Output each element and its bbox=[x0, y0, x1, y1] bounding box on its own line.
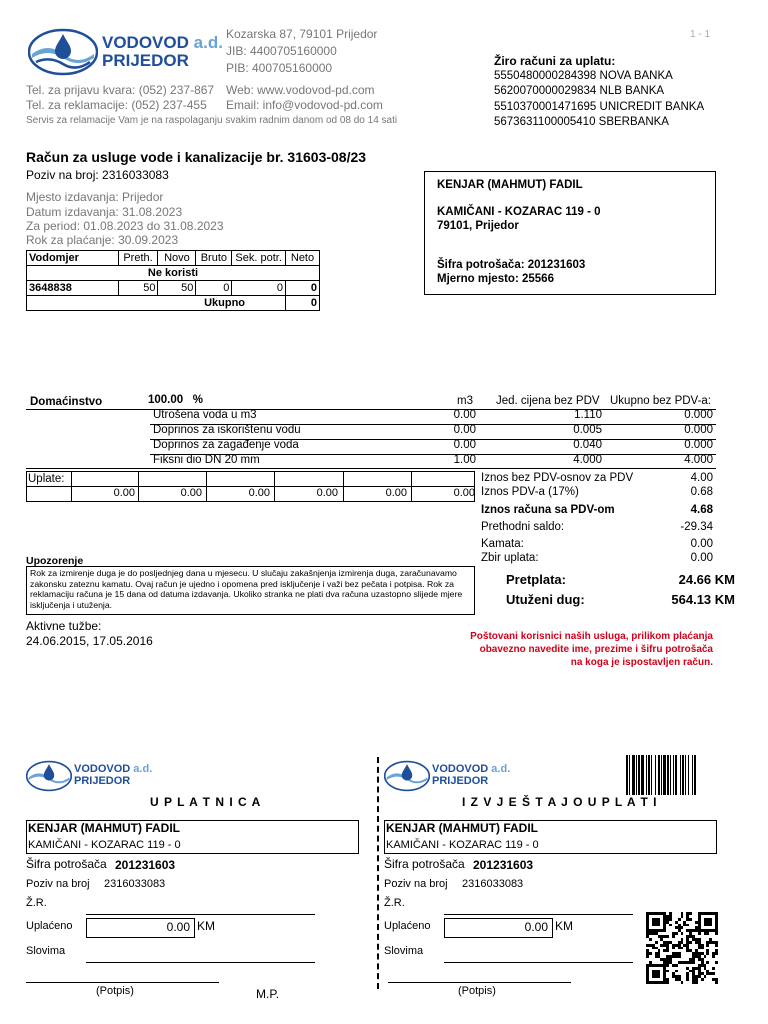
slip-right-address: KAMIČANI - KOZARAC 119 - 0 bbox=[386, 839, 539, 851]
uplate-value: 0.00 bbox=[385, 487, 407, 499]
water-drop-logo-icon bbox=[26, 760, 72, 792]
tuzbe-dates: 24.06.2015, 17.05.2016 bbox=[26, 634, 153, 648]
slip-left-slovima-line bbox=[86, 962, 315, 963]
bank-account-item: 5673631100005410 SBERBANKA bbox=[494, 116, 669, 128]
servis-note: Servis za relamacije Vam je na raspolaganju svakim radnim danom od 08 do 14 sati bbox=[26, 115, 398, 126]
consumption-item-total: 0.000 bbox=[684, 409, 713, 421]
meter-status-row bbox=[27, 266, 320, 281]
consumption-item-total: 0.000 bbox=[684, 424, 713, 436]
bank-account-item: 5620070000029834 NLB BANKA bbox=[494, 85, 665, 97]
company-pib: PIB: 400705160000 bbox=[226, 61, 333, 75]
customer-address1: KAMIČANI - KOZARAC 119 - 0 bbox=[437, 206, 601, 218]
uplate-value: 0.00 bbox=[180, 487, 202, 499]
slip-left-zr-line bbox=[86, 914, 315, 915]
slip-left-amount: 0.00 bbox=[166, 920, 190, 934]
customer-address2: 79101, Prijedor bbox=[437, 220, 519, 232]
slip-right-sifra-label: Šifra potrošača bbox=[384, 857, 465, 871]
logo-line1: VODOVOD bbox=[432, 763, 489, 776]
qr-module bbox=[715, 981, 718, 984]
consumption-item-m3: 0.00 bbox=[453, 409, 476, 421]
customer-name: KENJAR (MAHMUT) FADIL bbox=[437, 179, 583, 191]
meter-cell: 0 bbox=[196, 281, 232, 296]
tel-reklamacije: Tel. za reklamacije: (052) 237-455 bbox=[26, 98, 207, 112]
meter-total-label: Ukupno bbox=[27, 296, 286, 311]
consumption-type: Domaćinstvo bbox=[30, 396, 103, 408]
slip-left-slovima-label: Slovima bbox=[26, 945, 66, 957]
meter-cell: 50 bbox=[158, 281, 196, 296]
slip-right-slovima-line bbox=[444, 962, 633, 963]
slip-right-slovima-label: Slovima bbox=[384, 945, 424, 957]
page-number: 1 - 1 bbox=[690, 29, 711, 40]
meter-cell: 50 bbox=[118, 281, 158, 296]
meter-header-row bbox=[27, 251, 320, 266]
osnov-value: 4.00 bbox=[690, 472, 713, 484]
consumption-item-total: 0.000 bbox=[684, 439, 713, 451]
consumption-item-price: 4.000 bbox=[573, 454, 602, 466]
consumption-item-price: 0.040 bbox=[573, 439, 602, 451]
pretplata-label: Pretplata: bbox=[506, 572, 566, 587]
slip-right-zr-label: Ž.R. bbox=[384, 897, 405, 909]
qr-code-icon bbox=[646, 912, 718, 984]
web-link[interactable]: Web: www.vodovod-pd.com bbox=[226, 83, 375, 97]
slip-right-poziv: 2316033083 bbox=[462, 878, 524, 890]
pdv-value: 0.68 bbox=[690, 486, 713, 498]
barcode-bar bbox=[694, 755, 696, 795]
bank-account-item: 5510370001471695 UNICREDIT BANKA bbox=[494, 101, 705, 113]
consumption-item-m3: 1.00 bbox=[453, 454, 476, 466]
meter-table bbox=[26, 250, 320, 311]
utuzeni-currency: KM bbox=[714, 592, 735, 607]
consumption-item-name: Fiksni dio DN 20 mm bbox=[153, 454, 260, 466]
invoice-rok bbox=[26, 233, 178, 247]
meter-total-row bbox=[27, 296, 320, 311]
utuzeni-amount: 564.13 bbox=[671, 592, 712, 607]
meter-total: 0 bbox=[286, 296, 320, 311]
meter-header-cell: Neto bbox=[286, 251, 320, 266]
consumption-percent bbox=[148, 394, 203, 406]
col-total-header: Ukupno bez PDV-a: bbox=[610, 395, 712, 407]
prethodni-value: -29.34 bbox=[680, 521, 713, 533]
slip-right-title: I Z V J E Š T A J O U P L A T I bbox=[462, 795, 658, 809]
slip-right-uplaceno-label: Uplaćeno bbox=[384, 920, 431, 932]
slip-left-currency: KM bbox=[197, 919, 215, 933]
invoice-datum bbox=[26, 205, 182, 219]
notice-line: Poštovani korisnici naših usluga, prilikom plaćanja bbox=[470, 631, 713, 642]
kamata-value: 0.00 bbox=[690, 538, 713, 550]
meter-header-cell: Vodomjer bbox=[27, 251, 119, 266]
logo-line2: PRIJEDOR bbox=[432, 775, 489, 787]
warning-title: Upozorenje bbox=[26, 555, 84, 567]
slip-right-sifra: 201231603 bbox=[473, 858, 534, 872]
datum-value: 31.08.2023 bbox=[122, 205, 183, 219]
logo-line1: VODOVOD bbox=[74, 763, 131, 776]
logo-ad: a.d. bbox=[491, 763, 511, 776]
meter-cell: 0 bbox=[286, 281, 320, 296]
consumption-item-name: Utrošena voda u m3 bbox=[153, 409, 257, 421]
kamata-label: Kamata: bbox=[481, 538, 524, 550]
prethodni-label: Prethodni saldo: bbox=[481, 521, 565, 533]
zbir-value: 0.00 bbox=[690, 552, 713, 564]
warning-text: Rok za izmirenje duga je do posljednjeg dana u mjesecu. U slučaju zakašnjenja izmirenja duga, zaračunavamo zakonsku zateznu kamatu. Ovaj račun je ujedno i opomena pred isključenje i važi bez pečata i potpisa. Rok za reklamaciju računa je 15 dana od datuma izdavanja. Ukoliko stranka ne plati dva računa uzastopno slijede mjere isključenja i utuženja. bbox=[26, 566, 475, 615]
logo-ad: a.d. bbox=[133, 763, 153, 776]
uplate-value: 0.00 bbox=[316, 487, 338, 499]
bank-account-item: 5550480000284398 NOVA BANKA bbox=[494, 70, 673, 82]
invoice-title: Račun za usluge vode i kanalizacije br. 31603-08/23 bbox=[26, 149, 367, 165]
barcode-icon bbox=[626, 755, 718, 795]
logo-line2: PRIJEDOR bbox=[74, 775, 131, 787]
datum-label: Datum izdavanja: bbox=[26, 205, 119, 219]
slip-left-sifra-label: Šifra potrošača bbox=[26, 857, 107, 871]
slip-left-potpis: (Potpis) bbox=[96, 985, 134, 997]
meter-header-cell: Bruto bbox=[196, 251, 232, 266]
slip-right-potpis: (Potpis) bbox=[458, 985, 496, 997]
slip-right-amount: 0.00 bbox=[524, 920, 548, 934]
uplate-value: 0.00 bbox=[113, 487, 135, 499]
slip-left-poziv: 2316033083 bbox=[104, 878, 166, 890]
consumption-item-m3: 0.00 bbox=[453, 424, 476, 436]
company-logo bbox=[28, 28, 223, 76]
invoice-poziv: Poziv na broj: 2316033083 bbox=[26, 168, 169, 182]
col-m3-header: m3 bbox=[457, 395, 473, 407]
slip-left-uplaceno-label: Uplaćeno bbox=[26, 920, 73, 932]
slip-logo-right bbox=[384, 760, 510, 792]
customer-mjerno: Mjerno mjesto: 25566 bbox=[437, 273, 554, 285]
email-link[interactable]: Email: info@vodovod-pd.com bbox=[226, 98, 383, 112]
slip-left-address: KAMIČANI - KOZARAC 119 - 0 bbox=[28, 839, 181, 851]
company-jib: JIB: 4400705160000 bbox=[226, 44, 337, 58]
invoice-mjesto: Mjesto izdavanja: Prijedor bbox=[26, 190, 164, 204]
slip-left-sifra: 201231603 bbox=[115, 858, 176, 872]
notice-line: na koga je ispostavljen račun. bbox=[570, 657, 713, 668]
slip-left-zr-label: Ž.R. bbox=[26, 897, 47, 909]
consumption-header-line bbox=[26, 409, 716, 410]
cut-line bbox=[377, 757, 379, 989]
meter-header-cell: Novo bbox=[158, 251, 196, 266]
rok-label: Rok za plaćanje: bbox=[26, 233, 115, 247]
slip-right-name: KENJAR (MAHMUT) FADIL bbox=[386, 821, 538, 835]
notice-line: obavezno navedite ime, prezime i šifru potrošača bbox=[479, 644, 713, 655]
percent-sign: % bbox=[192, 394, 204, 406]
period-label: Za period: bbox=[26, 219, 81, 233]
pretplata-value bbox=[679, 572, 735, 587]
pretplata-amount: 24.66 bbox=[678, 572, 712, 587]
water-drop-logo-icon bbox=[28, 28, 98, 76]
payment-notice bbox=[470, 630, 713, 669]
meter-header-cell: Sek. potr. bbox=[232, 251, 286, 266]
slip-logo-left bbox=[26, 760, 152, 792]
meter-cell: 3648838 bbox=[27, 281, 119, 296]
consumption-item-price: 1.110 bbox=[574, 409, 602, 421]
meter-data-row bbox=[27, 281, 320, 296]
slip-left-signature-line bbox=[26, 982, 219, 983]
slip-right-signature-line bbox=[388, 982, 571, 983]
slip-right-currency: KM bbox=[555, 919, 573, 933]
utuzeni-label: Utuženi dug: bbox=[506, 592, 585, 607]
pretplata-currency: KM bbox=[714, 572, 735, 587]
period-value: 01.08.2023 do 31.08.2023 bbox=[83, 219, 224, 233]
pdv-label: Iznos PDV-a (17%) bbox=[481, 486, 579, 498]
utuzeni-value bbox=[671, 592, 735, 607]
slip-right-poziv-label: Poziv na broj bbox=[384, 878, 448, 890]
slip-left-name: KENJAR (MAHMUT) FADIL bbox=[28, 821, 180, 835]
meter-status: Ne koristi bbox=[27, 266, 320, 281]
consumption-item-total: 4.000 bbox=[684, 454, 713, 466]
customer-sifra: Šifra potrošača: 201231603 bbox=[437, 259, 586, 271]
uplate-value: 0.00 bbox=[248, 487, 270, 499]
percent-value: 100.00 bbox=[148, 394, 184, 406]
consumption-item-name: Doprinos za iskorištenu vodu bbox=[153, 424, 301, 436]
uplate-label: Uplate: bbox=[28, 473, 65, 485]
rok-value: 30.09.2023 bbox=[118, 233, 179, 247]
logo-line2: PRIJEDOR bbox=[102, 51, 189, 70]
consumption-bottom-line bbox=[26, 468, 716, 469]
zbir-label: Zbir uplata: bbox=[481, 552, 539, 564]
consumption-item-name: Doprinos za zagađenje voda bbox=[153, 439, 299, 451]
tel-kvar: Tel. za prijavu kvara: (052) 237-867 bbox=[26, 83, 215, 97]
col-price-header: Jed. cijena bez PDV bbox=[496, 395, 600, 407]
consumption-item-price: 0.005 bbox=[573, 424, 602, 436]
osnov-label: Iznos bez PDV-osnov za PDV bbox=[481, 472, 634, 484]
company-address: Kozarska 87, 79101 Prijedor bbox=[226, 27, 378, 41]
logo-ad: a.d. bbox=[193, 33, 223, 53]
meter-cell: 0 bbox=[232, 281, 286, 296]
water-drop-logo-icon bbox=[384, 760, 430, 792]
uplate-value: 0.00 bbox=[453, 487, 475, 499]
slip-right-zr-line bbox=[444, 914, 633, 915]
invoice-period bbox=[26, 219, 224, 233]
slip-left-poziv-label: Poziv na broj bbox=[26, 878, 90, 890]
logo-line1: VODOVOD bbox=[102, 33, 189, 53]
slip-left-title: U P L A T N I C A bbox=[150, 795, 262, 809]
sa-pdv-value: 4.68 bbox=[690, 504, 713, 516]
meter-header-cell: Preth. bbox=[118, 251, 158, 266]
tuzbe-label: Aktivne tužbe: bbox=[26, 619, 102, 633]
bank-accounts-title: Žiro računi za uplatu: bbox=[494, 54, 616, 68]
consumption-item-m3: 0.00 bbox=[453, 439, 476, 451]
sa-pdv-label: Iznos računa sa PDV-om bbox=[481, 504, 615, 516]
slip-left-mp: M.P. bbox=[256, 987, 280, 1001]
